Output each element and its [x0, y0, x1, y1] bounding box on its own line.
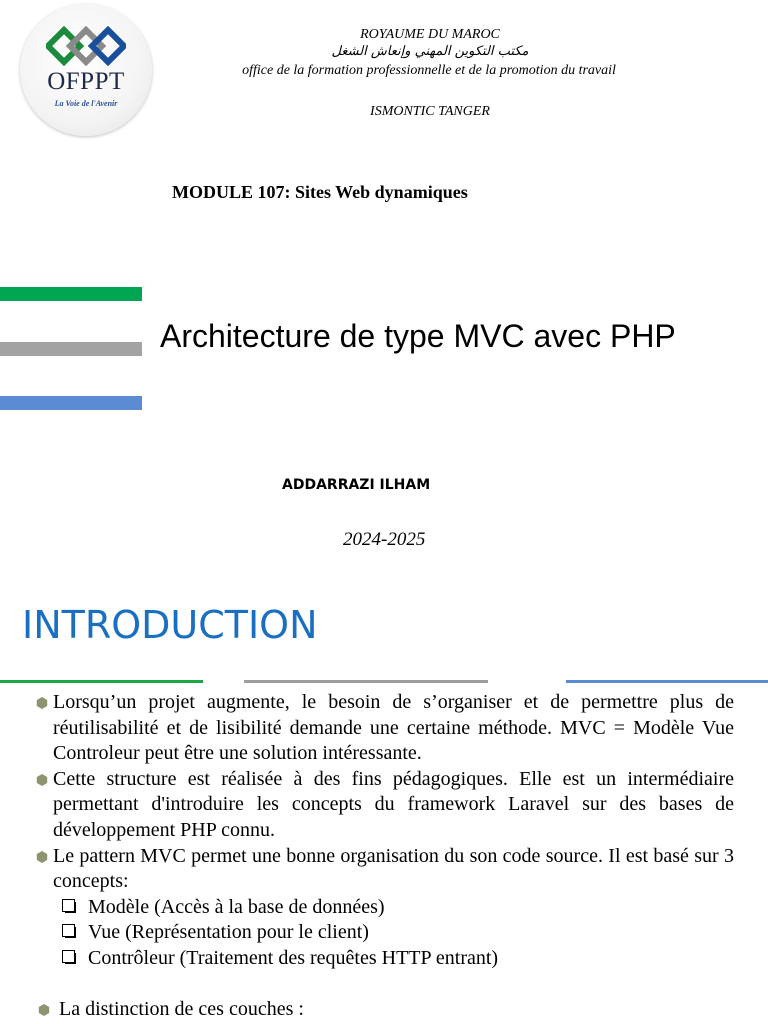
- gray-accent-bar: [0, 342, 142, 356]
- introduction-body: [36, 690, 734, 1022]
- concept-text: Vue (Représentation pour le client): [88, 921, 369, 944]
- concept-item: [36, 946, 734, 972]
- ofppt-logo: [20, 4, 152, 136]
- concept-item: [36, 920, 734, 946]
- module-title: MODULE 107: Sites Web dynamiques: [172, 182, 468, 202]
- checkbox-bullet-icon: [62, 899, 75, 912]
- gray-underline: [244, 680, 488, 683]
- bullet-paragraph: [36, 997, 734, 1023]
- bullet-icon: [36, 851, 48, 863]
- concept-text: Modèle (Accès à la base de données): [88, 895, 385, 918]
- green-accent-bar: [0, 287, 142, 301]
- logo-diamonds-icon: [46, 26, 126, 66]
- introduction-heading: INTRODUCTION: [22, 603, 318, 647]
- institute-label: ISMONTIC TANGER: [370, 104, 490, 119]
- arabic-office-label: مكتب التكوين المهني وإنعاش الشغل: [331, 44, 529, 59]
- checkbox-bullet-icon: [62, 924, 75, 937]
- paragraph-text: Cette structure est réalisée à des fins pédagogiques. Elle est un intermédiaire permettant d'introduire les concepts du framework Laravel sur des bases de développement PHP connu.: [53, 767, 734, 841]
- concept-item: [36, 895, 734, 921]
- green-underline: [0, 680, 203, 683]
- author-name: ADDARRAZI ILHAM: [282, 477, 431, 493]
- blue-accent-bar: [0, 396, 142, 410]
- bullet-paragraph: [36, 844, 734, 895]
- bullet-icon: [38, 1004, 50, 1016]
- academic-year: 2024-2025: [343, 529, 426, 550]
- office-label: office de la formation professionnelle et de la promotion du travail: [242, 63, 616, 78]
- paragraph-text: Le pattern MVC permet une bonne organisation du son code source. Il est basé sur 3 concepts:: [53, 844, 734, 893]
- bullet-icon: [36, 697, 48, 709]
- checkbox-bullet-icon: [62, 950, 75, 963]
- kingdom-label: ROYAUME DU MAROC: [360, 27, 500, 42]
- concept-text: Contrôleur (Traitement des requêtes HTTP entrant): [88, 946, 499, 969]
- paragraph-text: Lorsqu’un projet augmente, le besoin de s’organiser et de permettre plus de réutilisabilité et de lisibilité demande une certaine méthode. MVC = Modèle Vue Controleur peut être une solution intéressante.: [53, 691, 734, 765]
- logo-name: OFPPT: [47, 68, 125, 95]
- bullet-icon: [36, 774, 48, 786]
- bullet-paragraph: [36, 767, 734, 844]
- logo-tagline: La Voie de l'Avenir: [54, 99, 118, 108]
- blue-underline: [566, 680, 768, 683]
- presentation-title: Architecture de type MVC avec PHP: [160, 318, 676, 354]
- bullet-paragraph: [36, 690, 734, 767]
- paragraph-text: La distinction de ces couches :: [59, 997, 304, 1020]
